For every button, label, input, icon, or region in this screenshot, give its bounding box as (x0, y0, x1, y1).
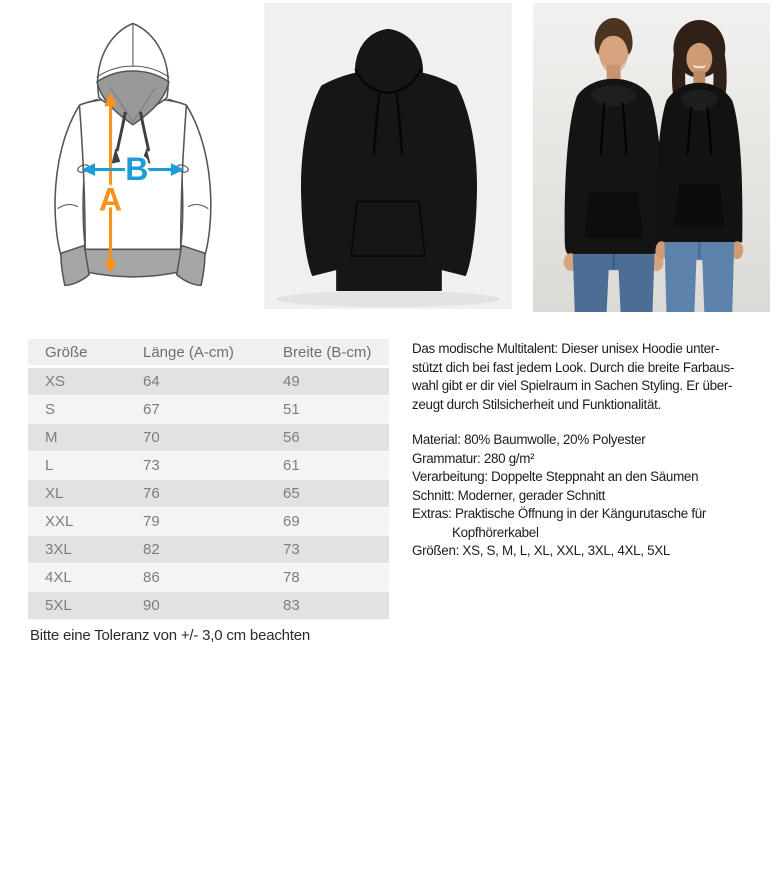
spec-line: Größen: XS, S, M, L, XL, XXL, 3XL, 4XL, 5XL (412, 543, 671, 558)
header-length: Länge (A-cm) (123, 339, 263, 367)
length-cell: 76 (123, 480, 263, 508)
description-line: stützt dich bei fast jedem Look. Durch die breite Farbaus- (412, 359, 734, 375)
description-line: Das modische Multitalent: Dieser unisex Hoodie unter- (412, 341, 720, 356)
table-row (28, 367, 389, 396)
black-hoodie-photo (264, 3, 512, 309)
description-line: wahl gibt er dir viel Spielraum in Sachen Styling. Er über- (412, 378, 733, 393)
table-row (28, 424, 389, 452)
length-cell: 70 (123, 424, 263, 452)
width-cell: 78 (263, 564, 389, 592)
spec-line: Material: 80% Baumwolle, 20% Polyester (412, 432, 646, 447)
length-cell: 73 (123, 452, 263, 480)
table-row (28, 480, 389, 508)
table-row (28, 452, 389, 480)
product-description (412, 340, 774, 561)
description-line: zeugt durch Stilsicherheit und Funktionalität. (412, 396, 661, 412)
models-photo (530, 3, 773, 312)
size-cell: L (28, 452, 123, 480)
spec-line: Grammatur: 280 g/m² (412, 450, 535, 466)
width-cell: 83 (263, 592, 389, 620)
size-cell: XL (28, 480, 123, 508)
table-row (28, 564, 389, 592)
width-cell: 49 (263, 367, 389, 396)
size-cell: XXL (28, 508, 123, 536)
table-row (28, 508, 389, 536)
spec-line: Verarbeitung: Doppelte Steppnaht an den Säumen (412, 469, 699, 484)
product-gallery (0, 0, 777, 320)
tolerance-note: Bitte eine Toleranz von +/- 3,0 cm beachten (30, 627, 311, 644)
length-cell: 64 (123, 367, 263, 396)
size-cell: XS (28, 367, 123, 396)
width-cell: 61 (263, 452, 389, 480)
length-cell: 82 (123, 536, 263, 564)
couple-wearing-hoodies-photo (530, 3, 773, 312)
length-cell: 67 (123, 396, 263, 424)
header-width: Breite (B-cm) (263, 339, 389, 367)
width-cell: 73 (263, 536, 389, 564)
length-cell: 79 (123, 508, 263, 536)
measure-label-b: B (125, 151, 149, 188)
size-cell: 3XL (28, 536, 123, 564)
table-row (28, 592, 389, 620)
hoodie-measure-illustration (28, 6, 233, 298)
measure-label-a: A (98, 181, 123, 218)
table-row (28, 536, 389, 564)
size-cell: M (28, 424, 123, 452)
product-photo (264, 3, 512, 309)
description-specs (412, 431, 774, 561)
size-cell: 5XL (28, 592, 123, 620)
length-cell: 90 (123, 592, 263, 620)
spec-line: Extras: Praktische Öffnung in der Kängurutasche für (412, 506, 707, 521)
size-cell: 4XL (28, 564, 123, 592)
width-cell: 51 (263, 396, 389, 424)
header-size: Größe (28, 339, 123, 367)
table-row (28, 396, 389, 424)
length-cell: 86 (123, 564, 263, 592)
description-intro (412, 340, 774, 414)
width-cell: 56 (263, 424, 389, 452)
size-cell: S (28, 396, 123, 424)
size-table-header-row (28, 339, 389, 367)
size-table (28, 339, 389, 620)
spec-line: Schnitt: Moderner, gerader Schnitt (412, 487, 606, 503)
size-diagram-image (28, 6, 233, 298)
spec-line: Kopfhörerkabel (452, 524, 539, 540)
width-cell: 69 (263, 508, 389, 536)
size-table-body (28, 367, 389, 620)
width-cell: 65 (263, 480, 389, 508)
